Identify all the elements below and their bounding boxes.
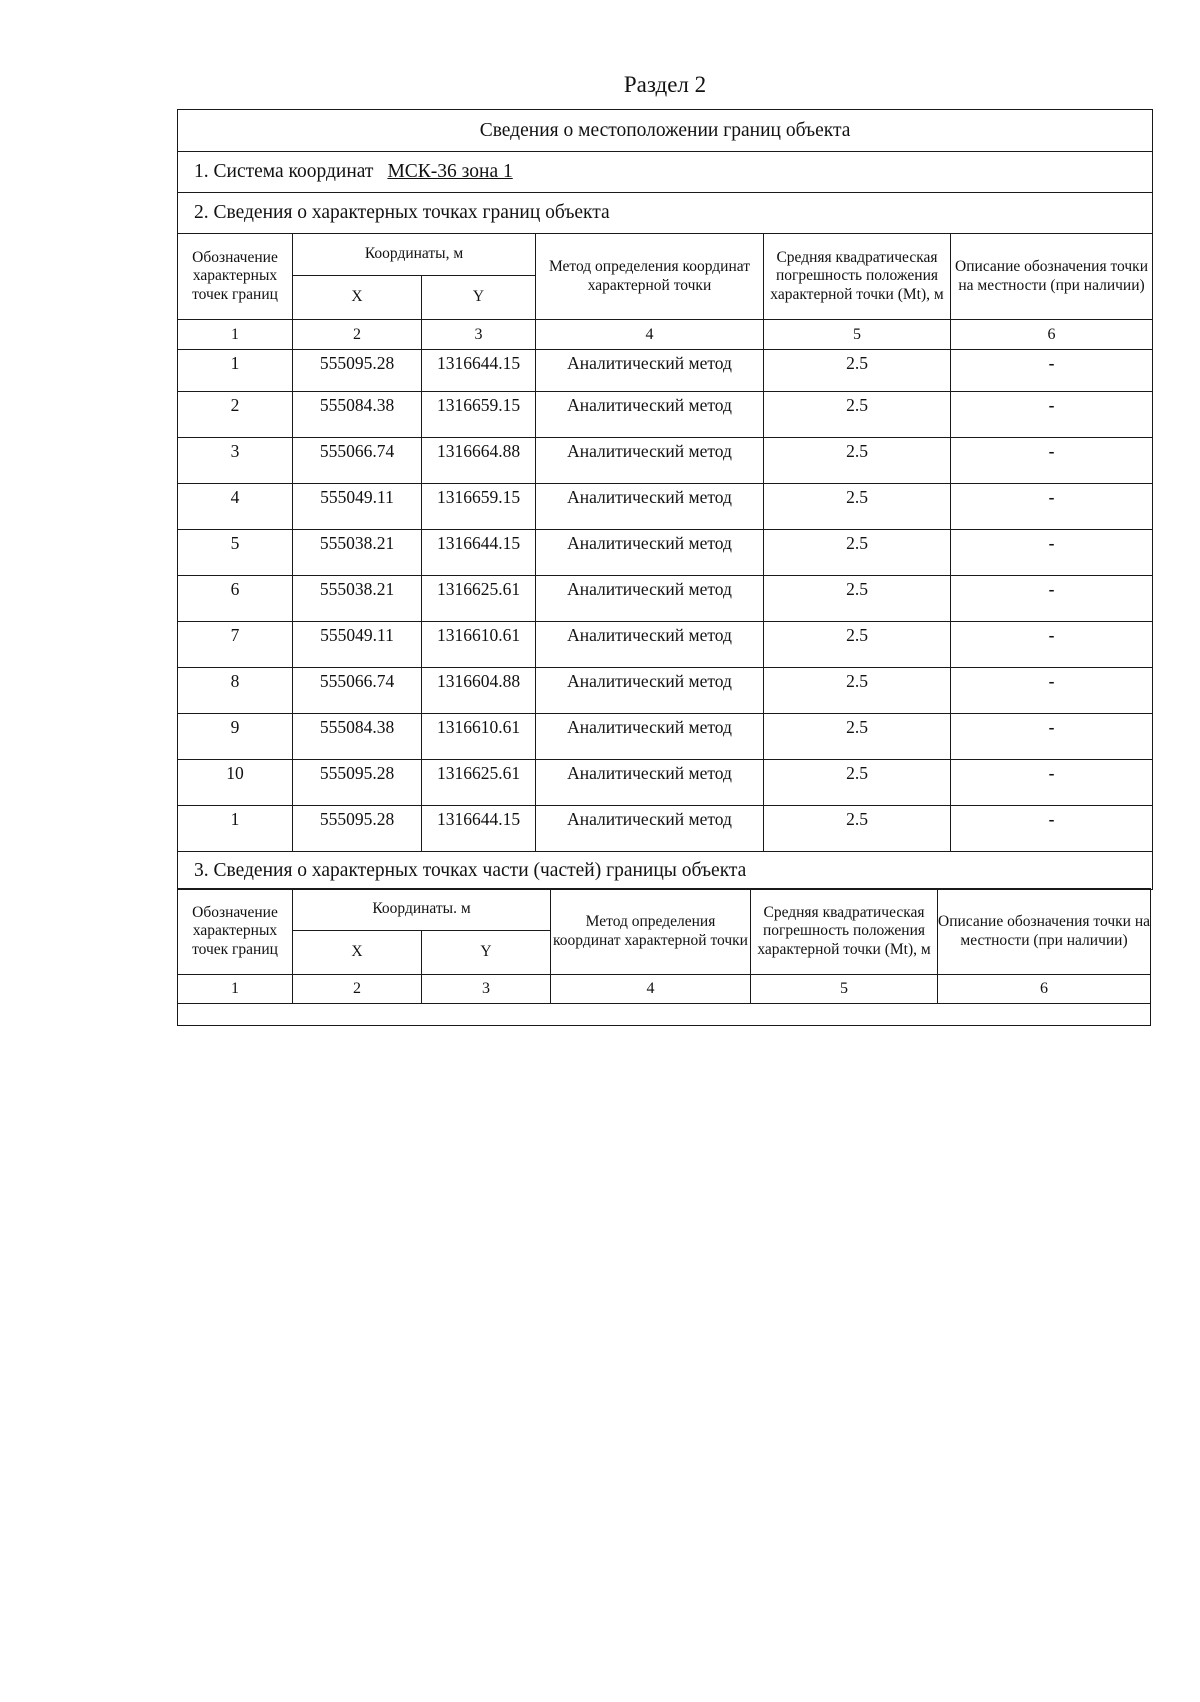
method-value: Аналитический метод	[536, 668, 764, 714]
col-point-header: Обозначение характерных точек границ	[178, 234, 293, 320]
document-heading: Сведения о местоположении границ объекта	[178, 110, 1153, 152]
point-id: 4	[178, 484, 293, 530]
method-value: Аналитический метод	[536, 438, 764, 484]
point-id: 6	[178, 576, 293, 622]
empty-row	[178, 1004, 1151, 1026]
y-value: 1316644.15	[422, 530, 536, 576]
x-value: 555049.11	[293, 484, 422, 530]
table-row	[178, 350, 1153, 392]
coord-system-label: 1. Система координат	[194, 161, 374, 183]
x-value: 555066.74	[293, 668, 422, 714]
coord-system-row	[178, 152, 1153, 193]
error-value: 2.5	[764, 392, 951, 438]
y-value: 1316610.61	[422, 622, 536, 668]
error-value: 2.5	[764, 484, 951, 530]
y-value: 1316625.61	[422, 576, 536, 622]
description-value: -	[951, 622, 1153, 668]
y-value: 1316604.88	[422, 668, 536, 714]
column-number: 4	[551, 975, 751, 1004]
point-id: 1	[178, 806, 293, 852]
column-number: 2	[293, 975, 422, 1004]
method-value: Аналитический метод	[536, 622, 764, 668]
col-method-header: Метод определения координат характерной точки	[551, 889, 751, 975]
table-row	[178, 622, 1153, 668]
y-value: 1316644.15	[422, 350, 536, 392]
col-method-header: Метод определения координат характерной точки	[536, 234, 764, 320]
x-value: 555084.38	[293, 392, 422, 438]
y-value: 1316659.15	[422, 484, 536, 530]
x-value: 555038.21	[293, 576, 422, 622]
description-value: -	[951, 530, 1153, 576]
point-id: 8	[178, 668, 293, 714]
method-value: Аналитический метод	[536, 392, 764, 438]
col-error-header: Средняя квадратическая погрешность положения характерной точки (Mt), м	[764, 234, 951, 320]
column-number: 6	[938, 975, 1151, 1004]
description-value: -	[951, 576, 1153, 622]
section3-heading: 3. Сведения о характерных точках части (частей) границы объекта	[178, 852, 1153, 890]
column-number: 1	[178, 975, 293, 1004]
column-numbers-row	[178, 975, 1151, 1004]
x-value: 555038.21	[293, 530, 422, 576]
col-x-header: X	[293, 931, 422, 975]
description-value: -	[951, 392, 1153, 438]
error-value: 2.5	[764, 760, 951, 806]
method-value: Аналитический метод	[536, 350, 764, 392]
y-value: 1316625.61	[422, 760, 536, 806]
point-id: 1	[178, 350, 293, 392]
error-value: 2.5	[764, 438, 951, 484]
column-number: 5	[764, 320, 951, 350]
x-value: 555049.11	[293, 622, 422, 668]
column-number: 1	[178, 320, 293, 350]
error-value: 2.5	[764, 714, 951, 760]
column-numbers-row	[178, 320, 1153, 350]
y-value: 1316664.88	[422, 438, 536, 484]
point-id: 10	[178, 760, 293, 806]
x-value: 555095.28	[293, 760, 422, 806]
table-row	[178, 576, 1153, 622]
y-value: 1316659.15	[422, 392, 536, 438]
table-row	[178, 714, 1153, 760]
x-value: 555095.28	[293, 350, 422, 392]
x-value: 555084.38	[293, 714, 422, 760]
method-value: Аналитический метод	[536, 484, 764, 530]
col-desc-header: Описание обозначения точки на местности (при наличии)	[951, 234, 1153, 320]
col-coords-header: Координаты, м	[293, 234, 536, 276]
table-row	[178, 760, 1153, 806]
boundary-points-table	[177, 109, 1153, 890]
description-value: -	[951, 668, 1153, 714]
method-value: Аналитический метод	[536, 576, 764, 622]
description-value: -	[951, 760, 1153, 806]
method-value: Аналитический метод	[536, 760, 764, 806]
point-id: 9	[178, 714, 293, 760]
col-x-header: X	[293, 276, 422, 320]
section-title: Раздел 2	[623, 72, 707, 97]
description-value: -	[951, 484, 1153, 530]
col-y-header: Y	[422, 931, 551, 975]
error-value: 2.5	[764, 622, 951, 668]
coord-system-value: МСК-36 зона 1	[387, 161, 513, 183]
column-number: 3	[422, 975, 551, 1004]
error-value: 2.5	[764, 530, 951, 576]
x-value: 555066.74	[293, 438, 422, 484]
boundary-parts-table	[177, 888, 1151, 1026]
description-value: -	[951, 714, 1153, 760]
col-y-header: Y	[422, 276, 536, 320]
table-row	[178, 484, 1153, 530]
error-value: 2.5	[764, 576, 951, 622]
table-row	[178, 392, 1153, 438]
col-error-header: Средняя квадратическая погрешность положения характерной точки (Mt), м	[751, 889, 938, 975]
y-value: 1316644.15	[422, 806, 536, 852]
point-id: 2	[178, 392, 293, 438]
method-value: Аналитический метод	[536, 714, 764, 760]
point-id: 3	[178, 438, 293, 484]
method-value: Аналитический метод	[536, 806, 764, 852]
table-row	[178, 806, 1153, 852]
section2-heading: 2. Сведения о характерных точках границ объекта	[178, 193, 1153, 234]
table-row	[178, 668, 1153, 714]
point-id: 7	[178, 622, 293, 668]
col-desc-header: Описание обозначения точки на местности (при наличии)	[938, 889, 1151, 975]
description-value: -	[951, 806, 1153, 852]
table-row	[178, 530, 1153, 576]
column-number: 3	[422, 320, 536, 350]
x-value: 555095.28	[293, 806, 422, 852]
error-value: 2.5	[764, 350, 951, 392]
method-value: Аналитический метод	[536, 530, 764, 576]
table-row	[178, 1004, 1151, 1026]
error-value: 2.5	[764, 806, 951, 852]
point-id: 5	[178, 530, 293, 576]
table-row	[178, 438, 1153, 484]
column-number: 6	[951, 320, 1153, 350]
column-number: 4	[536, 320, 764, 350]
column-number: 2	[293, 320, 422, 350]
col-coords-header: Координаты. м	[293, 889, 551, 931]
col-point-header: Обозначение характерных точек границ	[178, 889, 293, 975]
description-value: -	[951, 350, 1153, 392]
error-value: 2.5	[764, 668, 951, 714]
y-value: 1316610.61	[422, 714, 536, 760]
column-number: 5	[751, 975, 938, 1004]
description-value: -	[951, 438, 1153, 484]
